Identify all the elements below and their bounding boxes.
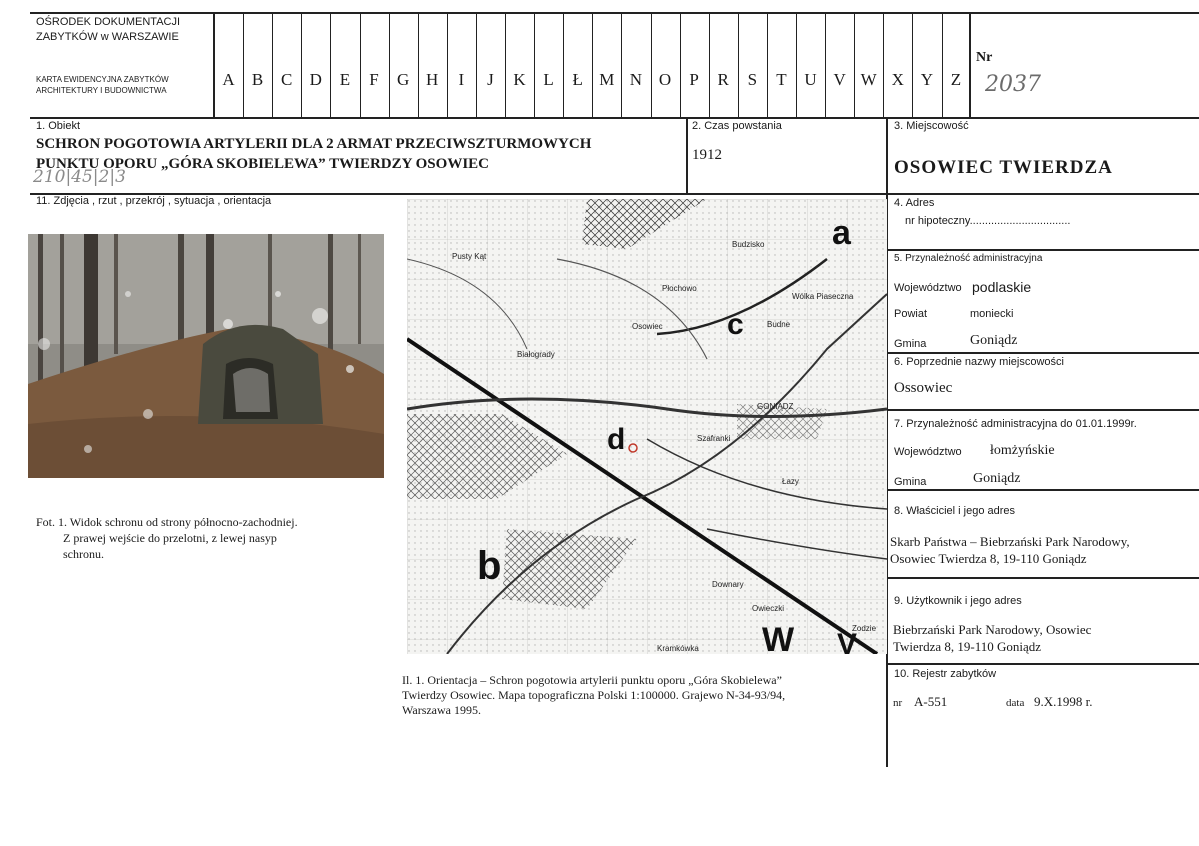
wlasciciel-line2: Osowiec Twierdza 8, 19-110 Goniądz bbox=[890, 551, 1087, 566]
letter-divider bbox=[243, 12, 244, 118]
map-label-szafranki: Szafranki bbox=[697, 434, 731, 443]
bunker-photo bbox=[28, 234, 384, 478]
czas-label: 2. Czas powstania bbox=[692, 120, 782, 132]
letter-cell-4: E bbox=[339, 70, 351, 89]
letter-cell-11: L bbox=[543, 70, 554, 89]
rejestr-label: 10. Rejestr zabytków bbox=[894, 668, 997, 680]
obiekt-handwritten-code: 210|45|2|3 bbox=[33, 167, 126, 187]
uzytkownik-address bbox=[893, 621, 1091, 655]
letter-cell-5: F bbox=[369, 70, 379, 89]
poprzednie-label: 6. Poprzednie nazwy miejscowości bbox=[894, 356, 1064, 368]
powiat-label: Powiat bbox=[894, 308, 928, 320]
uzytkownik-line2: Twierdza 8, 19-110 Goniądz bbox=[893, 639, 1042, 654]
letter-cell-10: K bbox=[513, 70, 526, 89]
wojewodztwo-value: podlaskie bbox=[972, 279, 1032, 295]
letter-divider bbox=[796, 12, 797, 118]
obiekt-label: 1. Obiekt bbox=[36, 120, 81, 132]
letter-divider bbox=[476, 12, 477, 118]
czas-left-line bbox=[686, 117, 688, 194]
sep-poprzednie bbox=[887, 409, 1199, 411]
poprzednie-value: Ossowiec bbox=[894, 380, 953, 396]
gmina-label: Gmina bbox=[894, 338, 927, 350]
map-letter-d: d bbox=[607, 423, 626, 456]
map-label-osowiec: Osowiec bbox=[632, 322, 663, 331]
letter-cell-8: I bbox=[458, 70, 465, 89]
wlasciciel-label: 8. Właściciel i jego adres bbox=[894, 505, 1016, 517]
topographic-map-drawing bbox=[407, 199, 887, 654]
institution-name bbox=[36, 15, 180, 45]
rejestr-nr-label: nr bbox=[893, 697, 903, 709]
gmina-1999-value: Goniądz bbox=[973, 471, 1021, 486]
letter-cell-1: B bbox=[251, 70, 264, 89]
wojewodztwo-1999-value: łomżyńskie bbox=[990, 443, 1055, 458]
letter-divider bbox=[563, 12, 564, 118]
miejscowosc-label: 3. Miejscowość bbox=[894, 120, 969, 132]
letter-divider bbox=[680, 12, 681, 118]
map-label-bialogrady: Białogrady bbox=[517, 350, 555, 359]
map-label-budne: Budne bbox=[767, 320, 791, 329]
letter-divider bbox=[709, 12, 710, 118]
zdjecia-label: 11. Zdjęcia , rzut , przekrój , sytuacja , orientacja bbox=[36, 195, 272, 207]
map-label-pusty-kat: Pusty Kąt bbox=[452, 252, 487, 261]
top-border bbox=[30, 12, 1199, 14]
header-bottom-line bbox=[30, 117, 1199, 119]
letter-divider bbox=[418, 12, 419, 118]
powiat-value: moniecki bbox=[970, 308, 1014, 320]
sep-gmina bbox=[887, 352, 1199, 354]
letter-divider bbox=[505, 12, 506, 118]
nr-left-line bbox=[969, 12, 971, 118]
letter-cell-16: P bbox=[689, 70, 699, 89]
letter-divider bbox=[883, 12, 884, 118]
letter-cell-21: V bbox=[833, 70, 846, 89]
przynaleznosc-1999-label: 7. Przynależność administracyjna do 01.01.1999r. bbox=[894, 418, 1137, 430]
letter-divider bbox=[651, 12, 652, 118]
adres-label: 4. Adres bbox=[894, 197, 935, 209]
letter-divider bbox=[621, 12, 622, 118]
letter-cell-22: W bbox=[860, 70, 877, 89]
institution-line2: ZABYTKÓW w WARSZAWIE bbox=[36, 31, 179, 43]
letter-cell-9: J bbox=[487, 70, 494, 89]
nr-value: 2037 bbox=[985, 72, 1041, 97]
map-letter-b: b bbox=[477, 544, 502, 588]
letter-cell-2: C bbox=[281, 70, 293, 89]
photo-caption-line1: Fot. 1. Widok schronu od strony północno-zachodniej. bbox=[36, 515, 298, 529]
rejestr-data-value: 9.X.1998 r. bbox=[1034, 694, 1093, 709]
map-caption bbox=[402, 673, 785, 718]
card-line1: KARTA EWIDENCYJNA ZABYTKÓW bbox=[36, 75, 169, 84]
letter-divider bbox=[592, 12, 593, 118]
letter-divider bbox=[767, 12, 768, 118]
map-label-lazy: Łazy bbox=[782, 477, 799, 486]
card-line2: ARCHITEKTURY I BUDOWNICTWA bbox=[36, 86, 167, 95]
letter-divider bbox=[272, 12, 273, 118]
czas-value: 1912 bbox=[692, 147, 722, 163]
letter-cell-0: A bbox=[222, 70, 235, 89]
map-label-dowinary: Downary bbox=[712, 580, 744, 589]
map-letter-v: V bbox=[837, 628, 858, 654]
letter-cell-3: D bbox=[309, 70, 322, 89]
rejestr-data-label: data bbox=[1006, 697, 1025, 709]
letter-cell-6: G bbox=[396, 70, 410, 89]
topographic-map bbox=[407, 199, 887, 654]
map-label-wolka: Wólka Piaseczna bbox=[792, 292, 854, 301]
letter-divider bbox=[912, 12, 913, 118]
obiekt-title-line2: PUNKTU OPORU „GÓRA SKOBIELEWA” TWIERDZY OSOWIEC bbox=[36, 156, 489, 172]
uzytkownik-label: 9. Użytkownik i jego adres bbox=[894, 595, 1022, 607]
map-label-goniadz: GONIĄDZ bbox=[757, 402, 794, 411]
sep-gmina2 bbox=[887, 489, 1199, 491]
letter-cell-14: N bbox=[629, 70, 643, 89]
sep-wlasciciel bbox=[887, 577, 1199, 579]
letter-cell-20: U bbox=[804, 70, 817, 89]
letter-cell-25: Z bbox=[950, 70, 962, 89]
letter-divider bbox=[825, 12, 826, 118]
letter-cell-24: Y bbox=[920, 70, 934, 89]
map-letter-w: W bbox=[762, 621, 795, 654]
gmina-value: Goniądz bbox=[970, 333, 1018, 348]
map-label-krankowka: Kramkówka bbox=[657, 644, 699, 653]
photo-caption-line2: Z prawej wejście do przelotni, z lewej nasyp bbox=[63, 531, 277, 545]
bunker-photo-drawing bbox=[28, 234, 384, 478]
letter-divider bbox=[447, 12, 448, 118]
wlasciciel-address bbox=[890, 533, 1130, 567]
letter-divider bbox=[942, 12, 943, 118]
letter-cell-12: Ł bbox=[572, 70, 583, 89]
map-letter-a: a bbox=[832, 214, 851, 252]
gmina-1999-label: Gmina bbox=[894, 476, 927, 488]
map-letter-c: c bbox=[727, 308, 744, 341]
letter-divider bbox=[389, 12, 390, 118]
card-type bbox=[36, 74, 169, 96]
letter-divider bbox=[738, 12, 739, 118]
letters-left-line bbox=[213, 12, 215, 118]
uzytkownik-line1: Biebrzański Park Narodowy, Osowiec bbox=[893, 622, 1092, 637]
przynaleznosc-label: 5. Przynależność administracyjna bbox=[894, 253, 1043, 264]
map-label-plochowo: Płochowo bbox=[662, 284, 697, 293]
letter-divider bbox=[360, 12, 361, 118]
letter-divider bbox=[330, 12, 331, 118]
nr-label: Nr bbox=[976, 50, 993, 65]
map-label-owieczki: Owieczki bbox=[752, 604, 785, 613]
letter-divider bbox=[854, 12, 855, 118]
map-label-budzisko: Budzisko bbox=[732, 240, 765, 249]
letter-cell-23: X bbox=[891, 70, 904, 89]
map-caption-line3: Warszawa 1995. bbox=[402, 703, 482, 717]
letter-divider bbox=[534, 12, 535, 118]
institution-line1: OŚRODEK DOKUMENTACJI bbox=[36, 16, 181, 28]
letter-cell-17: R bbox=[717, 70, 729, 89]
letter-cell-7: H bbox=[426, 70, 439, 89]
photo-caption-line3: schronu. bbox=[63, 547, 104, 561]
wojewodztwo-1999-label: Województwo bbox=[894, 446, 962, 458]
letter-divider bbox=[301, 12, 302, 118]
obiekt-title-line1: SCHRON POGOTOWIA ARTYLERII DLA 2 ARMAT PRZECIWSZTURMOWYCH bbox=[36, 136, 592, 152]
letter-cell-15: O bbox=[658, 70, 672, 89]
letter-cell-19: T bbox=[776, 70, 787, 89]
hipoteczny-line: nr hipoteczny................................. bbox=[905, 215, 1071, 227]
miejscowosc-value: OSOWIEC TWIERDZA bbox=[894, 157, 1113, 178]
letter-cell-13: M bbox=[599, 70, 615, 89]
sep-uzytkownik bbox=[887, 663, 1199, 665]
sep-adres bbox=[887, 249, 1199, 251]
rejestr-nr-value: A-551 bbox=[914, 694, 948, 709]
letter-cell-18: S bbox=[747, 70, 758, 89]
photo-caption bbox=[36, 514, 298, 562]
wlasciciel-line1: Skarb Państwa – Biebrzański Park Narodowy, bbox=[890, 534, 1130, 549]
map-caption-line1: Il. 1. Orientacja – Schron pogotowia artylerii punktu oporu „Góra Skobielewa” bbox=[402, 673, 782, 687]
map-label-zodzie: Zodzie bbox=[852, 624, 877, 633]
map-caption-line2: Twierdzy Osowiec. Mapa topograficzna Polski 1:100000. Grajewo N-34-93/94, bbox=[402, 688, 786, 702]
wojewodztwo-label: Województwo bbox=[894, 282, 962, 294]
